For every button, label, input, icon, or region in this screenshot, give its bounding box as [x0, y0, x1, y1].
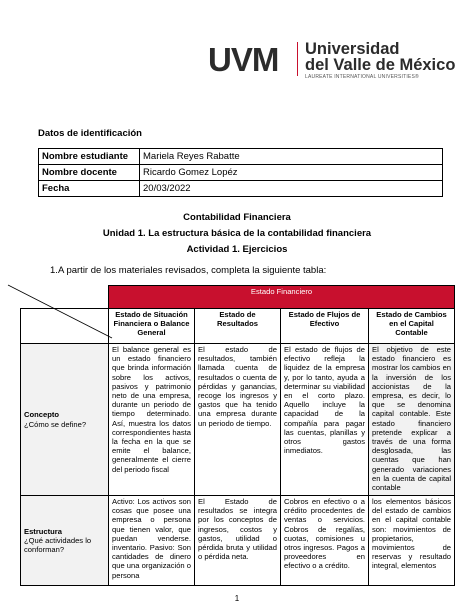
- logo-university-line2: del Valle de México: [305, 56, 456, 74]
- table-cell: El estado de flujos de efectivo refleja la liquidez de la empresa y, por lo tanto, ayuda a determinar su viabilidad en el corto plazo. Aquello incluye la capacidad de la compañía para pagar las cuentas, planillas y otros gastos inmediatos.: [281, 344, 369, 496]
- row-label: [21, 496, 109, 586]
- identification-row: [39, 181, 443, 197]
- diagonal-header-cell: [21, 309, 109, 344]
- identification-label: Fecha: [39, 181, 140, 197]
- table-cell: Cobros en efectivo o a crédito procedentes de ventas o servicios. Cobros de regalías, cuotas, comisiones u otros ingresos. Pagos a proveedores en efectivo o a crédito.: [281, 496, 369, 586]
- instruction-number: 1.: [50, 265, 58, 276]
- identification-title: Datos de identificación: [38, 128, 142, 139]
- instruction: [50, 265, 327, 276]
- financial-table-wrap: [20, 285, 460, 600]
- logo-divider: [297, 42, 298, 76]
- identification-value: Mariela Reyes Rabatte: [140, 149, 443, 165]
- identification-label: Nombre docente: [39, 165, 140, 181]
- table-cell: El objetivo de este estado financiero es mostrar los cambios en la inversión de los accionistas de la empresa, es decir, lo que se denomina capital contable. Este estado financiero pretende explicar a través de una forma desglosada, las cuentas que han generado variaciones en la cuenta de capital contable: [369, 344, 455, 496]
- table-corner-blank: [21, 286, 109, 309]
- table-title-row: [21, 286, 455, 309]
- table-cell: los elementos básicos del estado de cambios en el capital contable son: movimientos de propietarios, movimientos de reservas y resultado integral, elementos: [369, 496, 455, 586]
- unit-title: Unidad 1. La estructura básica de la contabilidad financiera: [102, 228, 372, 239]
- column-header: Estado de Resultados: [195, 309, 281, 344]
- column-header: Estado de Cambios en el Capital Contable: [369, 309, 455, 344]
- uvm-logo: [208, 40, 456, 80]
- row-label-title: Estructura: [24, 526, 62, 536]
- identification-value: Ricardo Gomez Lopéz: [140, 165, 443, 181]
- table-title: Estado Financiero: [109, 286, 455, 309]
- logo-university-line1: Universidad: [305, 40, 400, 58]
- table-cell: El estado de resultados, también llamada cuenta de resultados o cuenta de pérdidas y ganancias, recoge los ingresos y gastos que ha tenido una empresa durante un periodo de tiempo.: [195, 344, 281, 496]
- logo-laureate: LAUREATE INTERNATIONAL UNIVERSITIES®: [305, 74, 419, 80]
- row-label-question: ¿Cómo se define?: [24, 419, 87, 429]
- table-row: [21, 344, 455, 496]
- identification-table: [38, 148, 443, 197]
- logo-brand: UVM: [208, 41, 279, 78]
- identification-value: 20/03/2022: [140, 181, 443, 197]
- row-label-title: Concepto: [24, 410, 60, 420]
- column-header-row: [21, 309, 455, 344]
- table-cell: Activo: Los activos son cosas que posee una empresa o persona que tienen valor, que puedan venderse. inventario. Pasivo: Son cantidades de dinero que una organización o persona: [109, 496, 195, 586]
- instruction-text: A partir de los materiales revisados, completa la siguiente tabla:: [58, 265, 327, 276]
- row-label-question: ¿Qué actividades lo conforman?: [24, 535, 92, 555]
- identification-label: Nombre estudiante: [39, 149, 140, 165]
- column-header: Estado de Flujos de Efectivo: [281, 309, 369, 344]
- course-title: Contabilidad Financiera: [183, 212, 291, 223]
- table-cell: El balance general es un estado financiero que brinda información sobre los activos, pasivos y patrimonio neto de una empresa, durante un periodo de tiempo determinado. Así, muestra los datos correspondientes hasta la fecha en la que se emite el balance, generalmente el cierre del periodo fiscal: [109, 344, 195, 496]
- financial-statements-table: [20, 285, 455, 586]
- identification-row: [39, 149, 443, 165]
- identification-row: [39, 165, 443, 181]
- column-header: Estado de Situación Financiera o Balance General: [109, 309, 195, 344]
- table-row: [21, 496, 455, 586]
- table-cell: El Estado de resultados se integra por los conceptos de ingresos, costos y gastos, utilidad o pérdida bruta y utilidad o pérdida neta.: [195, 496, 281, 586]
- identification-table-wrap: [38, 148, 443, 197]
- page-number: 1: [234, 594, 240, 603]
- activity-title: Actividad 1. Ejercicios: [186, 244, 288, 255]
- row-label: [21, 344, 109, 496]
